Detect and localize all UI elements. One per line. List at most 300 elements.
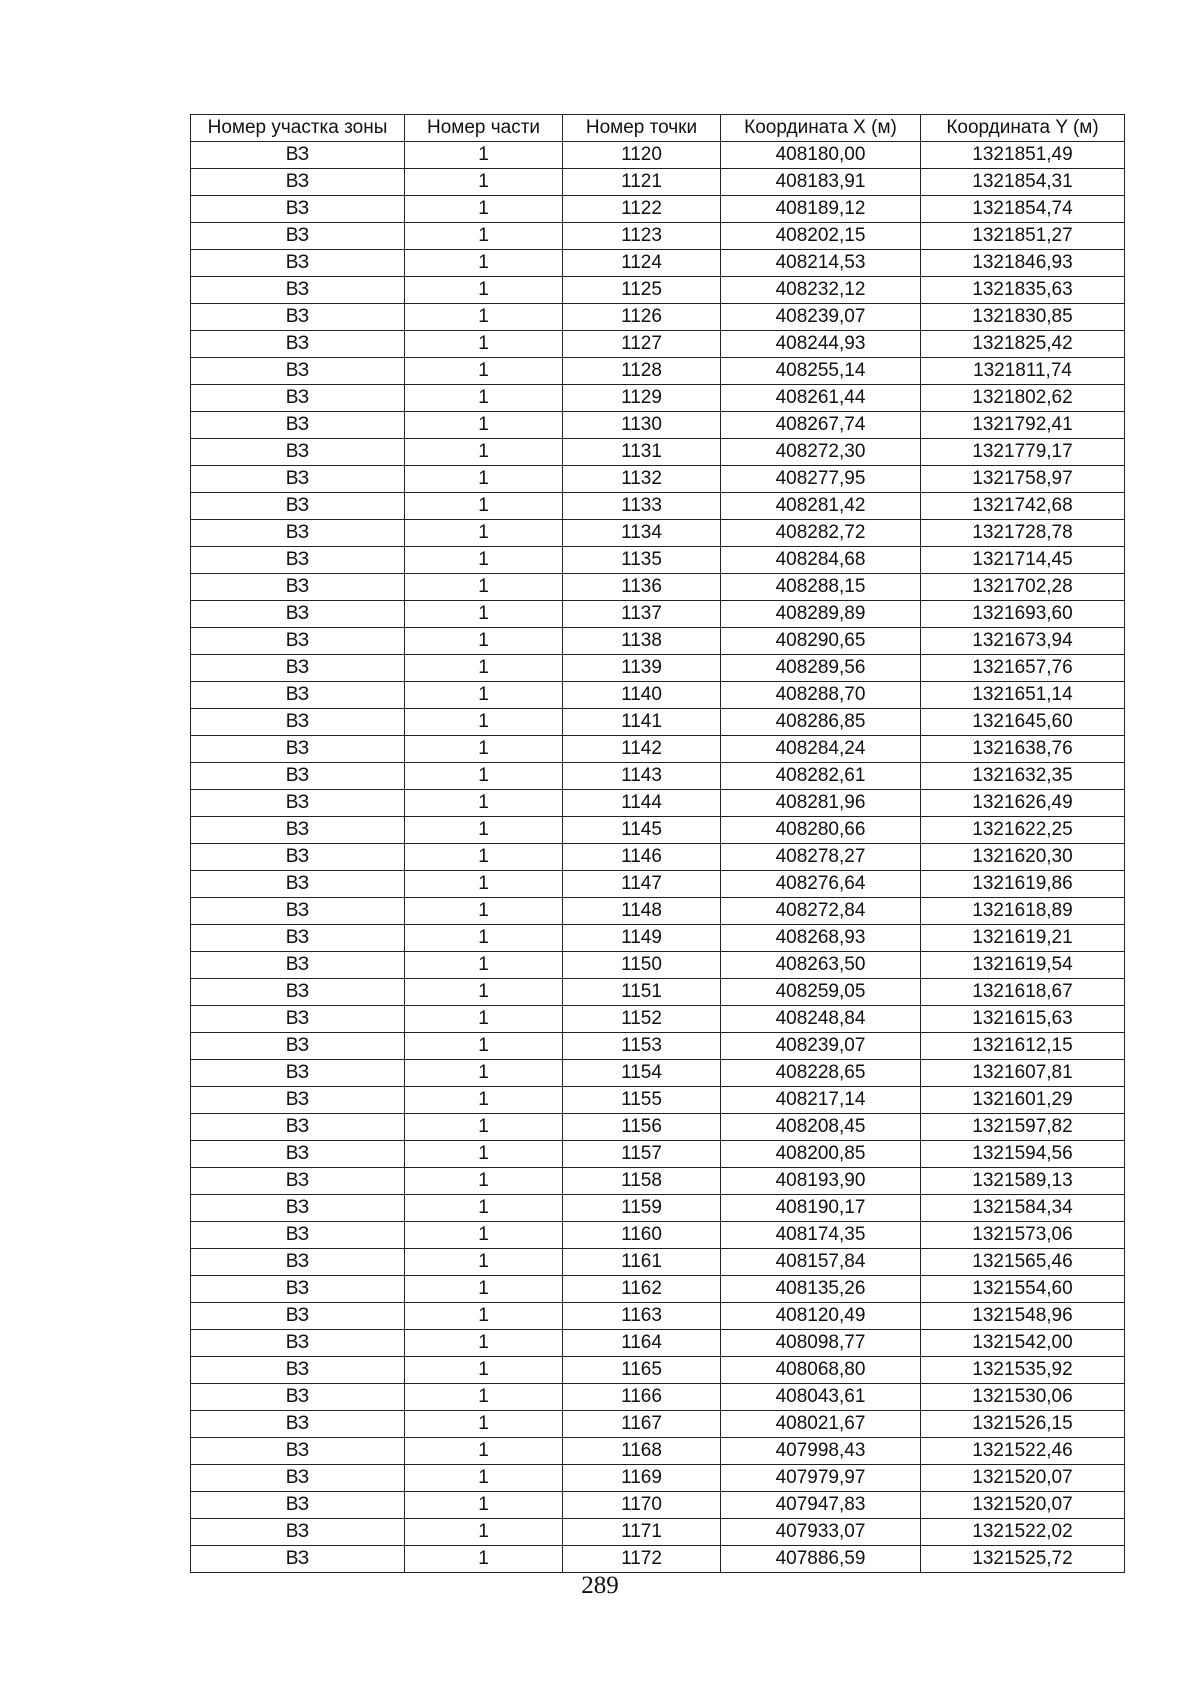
cell-part-number: 1	[405, 1168, 563, 1195]
table-row	[191, 1060, 1125, 1087]
cell-zone-section: ВЗ	[191, 898, 405, 925]
header-part-number: Номер части	[405, 115, 563, 142]
cell-coordinate-x: 408248,84	[721, 1006, 921, 1033]
cell-coordinate-y: 1321618,89	[921, 898, 1125, 925]
cell-coordinate-y: 1321802,62	[921, 385, 1125, 412]
cell-zone-section: ВЗ	[191, 412, 405, 439]
cell-coordinate-x: 408272,30	[721, 439, 921, 466]
cell-zone-section: ВЗ	[191, 763, 405, 790]
cell-part-number: 1	[405, 304, 563, 331]
header-point-number: Номер точки	[563, 115, 721, 142]
table-row	[191, 277, 1125, 304]
table-row	[191, 871, 1125, 898]
cell-coordinate-y: 1321525,72	[921, 1546, 1125, 1573]
cell-part-number: 1	[405, 1195, 563, 1222]
cell-point-number: 1151	[563, 979, 721, 1006]
cell-part-number: 1	[405, 682, 563, 709]
header-zone-section: Номер участка зоны	[191, 115, 405, 142]
table-row	[191, 1033, 1125, 1060]
table-row	[191, 925, 1125, 952]
cell-coordinate-y: 1321854,74	[921, 196, 1125, 223]
cell-zone-section: ВЗ	[191, 277, 405, 304]
cell-point-number: 1144	[563, 790, 721, 817]
cell-zone-section: ВЗ	[191, 439, 405, 466]
cell-part-number: 1	[405, 1492, 563, 1519]
cell-coordinate-x: 408282,72	[721, 520, 921, 547]
cell-coordinate-y: 1321657,76	[921, 655, 1125, 682]
cell-zone-section: ВЗ	[191, 871, 405, 898]
cell-coordinate-y: 1321601,29	[921, 1087, 1125, 1114]
cell-point-number: 1156	[563, 1114, 721, 1141]
table-row	[191, 547, 1125, 574]
cell-coordinate-x: 408021,67	[721, 1411, 921, 1438]
cell-coordinate-y: 1321851,27	[921, 223, 1125, 250]
cell-zone-section: ВЗ	[191, 196, 405, 223]
table-row	[191, 520, 1125, 547]
cell-coordinate-x: 408288,15	[721, 574, 921, 601]
cell-part-number: 1	[405, 790, 563, 817]
table-row	[191, 574, 1125, 601]
cell-part-number: 1	[405, 709, 563, 736]
cell-coordinate-x: 408272,84	[721, 898, 921, 925]
cell-part-number: 1	[405, 331, 563, 358]
cell-coordinate-x: 408289,89	[721, 601, 921, 628]
cell-coordinate-y: 1321742,68	[921, 493, 1125, 520]
cell-part-number: 1	[405, 385, 563, 412]
cell-coordinate-y: 1321638,76	[921, 736, 1125, 763]
cell-part-number: 1	[405, 979, 563, 1006]
cell-coordinate-y: 1321619,86	[921, 871, 1125, 898]
cell-point-number: 1164	[563, 1330, 721, 1357]
cell-coordinate-x: 408208,45	[721, 1114, 921, 1141]
cell-zone-section: ВЗ	[191, 304, 405, 331]
cell-coordinate-x: 408180,00	[721, 142, 921, 169]
cell-zone-section: ВЗ	[191, 1168, 405, 1195]
cell-point-number: 1147	[563, 871, 721, 898]
cell-coordinate-x: 408228,65	[721, 1060, 921, 1087]
cell-coordinate-x: 408068,80	[721, 1357, 921, 1384]
table-body	[191, 142, 1125, 1573]
cell-coordinate-x: 407947,83	[721, 1492, 921, 1519]
cell-part-number: 1	[405, 358, 563, 385]
table-row	[191, 817, 1125, 844]
cell-coordinate-x: 408214,53	[721, 250, 921, 277]
cell-coordinate-x: 408268,93	[721, 925, 921, 952]
cell-part-number: 1	[405, 1384, 563, 1411]
cell-part-number: 1	[405, 277, 563, 304]
table-row	[191, 1141, 1125, 1168]
cell-coordinate-y: 1321651,14	[921, 682, 1125, 709]
table-row	[191, 979, 1125, 1006]
cell-part-number: 1	[405, 574, 563, 601]
cell-coordinate-x: 408239,07	[721, 304, 921, 331]
header-coordinate-x: Координата X (м)	[721, 115, 921, 142]
cell-coordinate-x: 408286,85	[721, 709, 921, 736]
cell-coordinate-x: 408239,07	[721, 1033, 921, 1060]
cell-part-number: 1	[405, 547, 563, 574]
cell-zone-section: ВЗ	[191, 1330, 405, 1357]
cell-coordinate-x: 408217,14	[721, 1087, 921, 1114]
cell-part-number: 1	[405, 844, 563, 871]
cell-coordinate-y: 1321835,63	[921, 277, 1125, 304]
cell-part-number: 1	[405, 898, 563, 925]
cell-zone-section: ВЗ	[191, 1195, 405, 1222]
cell-point-number: 1130	[563, 412, 721, 439]
cell-part-number: 1	[405, 196, 563, 223]
cell-point-number: 1172	[563, 1546, 721, 1573]
cell-part-number: 1	[405, 655, 563, 682]
cell-coordinate-x: 408135,26	[721, 1276, 921, 1303]
cell-zone-section: ВЗ	[191, 1114, 405, 1141]
cell-part-number: 1	[405, 1222, 563, 1249]
cell-zone-section: ВЗ	[191, 520, 405, 547]
cell-coordinate-y: 1321554,60	[921, 1276, 1125, 1303]
cell-point-number: 1124	[563, 250, 721, 277]
cell-coordinate-x: 408174,35	[721, 1222, 921, 1249]
cell-zone-section: ВЗ	[191, 169, 405, 196]
cell-coordinate-x: 408280,66	[721, 817, 921, 844]
cell-part-number: 1	[405, 628, 563, 655]
cell-point-number: 1143	[563, 763, 721, 790]
cell-part-number: 1	[405, 1303, 563, 1330]
cell-coordinate-y: 1321589,13	[921, 1168, 1125, 1195]
cell-coordinate-x: 408259,05	[721, 979, 921, 1006]
table-row	[191, 331, 1125, 358]
cell-point-number: 1123	[563, 223, 721, 250]
table-row	[191, 358, 1125, 385]
cell-coordinate-y: 1321522,02	[921, 1519, 1125, 1546]
table-row	[191, 655, 1125, 682]
table-row	[191, 601, 1125, 628]
table-row	[191, 142, 1125, 169]
cell-zone-section: ВЗ	[191, 1141, 405, 1168]
cell-point-number: 1139	[563, 655, 721, 682]
cell-coordinate-x: 408255,14	[721, 358, 921, 385]
cell-coordinate-x: 408289,56	[721, 655, 921, 682]
cell-coordinate-x: 408261,44	[721, 385, 921, 412]
table-row	[191, 1438, 1125, 1465]
cell-part-number: 1	[405, 1357, 563, 1384]
cell-part-number: 1	[405, 817, 563, 844]
cell-zone-section: ВЗ	[191, 601, 405, 628]
cell-point-number: 1129	[563, 385, 721, 412]
cell-coordinate-y: 1321854,31	[921, 169, 1125, 196]
cell-zone-section: ВЗ	[191, 574, 405, 601]
cell-coordinate-y: 1321612,15	[921, 1033, 1125, 1060]
cell-part-number: 1	[405, 1141, 563, 1168]
page-number: 289	[581, 1572, 619, 1599]
table-row	[191, 1114, 1125, 1141]
cell-coordinate-x: 408284,68	[721, 547, 921, 574]
cell-zone-section: ВЗ	[191, 1438, 405, 1465]
table-row	[191, 763, 1125, 790]
table-row	[191, 1087, 1125, 1114]
table-row	[191, 1195, 1125, 1222]
cell-point-number: 1161	[563, 1249, 721, 1276]
cell-part-number: 1	[405, 1546, 563, 1573]
table-row	[191, 682, 1125, 709]
cell-zone-section: ВЗ	[191, 1357, 405, 1384]
cell-coordinate-x: 408120,49	[721, 1303, 921, 1330]
cell-zone-section: ВЗ	[191, 1519, 405, 1546]
cell-point-number: 1148	[563, 898, 721, 925]
cell-point-number: 1127	[563, 331, 721, 358]
cell-coordinate-x: 408267,74	[721, 412, 921, 439]
coordinates-table	[190, 114, 1125, 1573]
cell-zone-section: ВЗ	[191, 709, 405, 736]
cell-coordinate-y: 1321619,54	[921, 952, 1125, 979]
cell-coordinate-y: 1321758,97	[921, 466, 1125, 493]
cell-point-number: 1163	[563, 1303, 721, 1330]
cell-zone-section: ВЗ	[191, 547, 405, 574]
cell-point-number: 1145	[563, 817, 721, 844]
table-row	[191, 1519, 1125, 1546]
table-header-row	[191, 115, 1125, 142]
table-row	[191, 439, 1125, 466]
cell-zone-section: ВЗ	[191, 952, 405, 979]
cell-coordinate-x: 408244,93	[721, 331, 921, 358]
cell-part-number: 1	[405, 142, 563, 169]
cell-part-number: 1	[405, 1330, 563, 1357]
table-row	[191, 223, 1125, 250]
table-row	[191, 250, 1125, 277]
cell-coordinate-x: 408232,12	[721, 277, 921, 304]
cell-point-number: 1168	[563, 1438, 721, 1465]
table-row	[191, 844, 1125, 871]
cell-zone-section: ВЗ	[191, 655, 405, 682]
cell-coordinate-y: 1321811,74	[921, 358, 1125, 385]
cell-coordinate-y: 1321673,94	[921, 628, 1125, 655]
cell-point-number: 1120	[563, 142, 721, 169]
cell-zone-section: ВЗ	[191, 1465, 405, 1492]
cell-coordinate-y: 1321615,63	[921, 1006, 1125, 1033]
cell-coordinate-y: 1321618,67	[921, 979, 1125, 1006]
cell-coordinate-y: 1321620,30	[921, 844, 1125, 871]
table-row	[191, 1330, 1125, 1357]
cell-coordinate-x: 408183,91	[721, 169, 921, 196]
cell-point-number: 1141	[563, 709, 721, 736]
cell-coordinate-x: 408190,17	[721, 1195, 921, 1222]
table-row	[191, 1465, 1125, 1492]
cell-part-number: 1	[405, 493, 563, 520]
cell-coordinate-x: 407933,07	[721, 1519, 921, 1546]
cell-point-number: 1150	[563, 952, 721, 979]
cell-coordinate-y: 1321520,07	[921, 1492, 1125, 1519]
cell-zone-section: ВЗ	[191, 979, 405, 1006]
cell-point-number: 1131	[563, 439, 721, 466]
cell-coordinate-y: 1321520,07	[921, 1465, 1125, 1492]
cell-point-number: 1134	[563, 520, 721, 547]
cell-point-number: 1133	[563, 493, 721, 520]
cell-part-number: 1	[405, 601, 563, 628]
cell-coordinate-y: 1321846,93	[921, 250, 1125, 277]
cell-coordinate-x: 408277,95	[721, 466, 921, 493]
cell-coordinate-x: 408200,85	[721, 1141, 921, 1168]
cell-part-number: 1	[405, 1087, 563, 1114]
cell-zone-section: ВЗ	[191, 1276, 405, 1303]
cell-point-number: 1152	[563, 1006, 721, 1033]
cell-zone-section: ВЗ	[191, 223, 405, 250]
table-row	[191, 1357, 1125, 1384]
cell-part-number: 1	[405, 1438, 563, 1465]
table-row	[191, 898, 1125, 925]
table-row	[191, 169, 1125, 196]
table-row	[191, 196, 1125, 223]
table-row	[191, 1546, 1125, 1573]
cell-part-number: 1	[405, 250, 563, 277]
cell-coordinate-y: 1321522,46	[921, 1438, 1125, 1465]
cell-point-number: 1167	[563, 1411, 721, 1438]
cell-point-number: 1136	[563, 574, 721, 601]
cell-zone-section: ВЗ	[191, 790, 405, 817]
cell-part-number: 1	[405, 520, 563, 547]
cell-coordinate-x: 408278,27	[721, 844, 921, 871]
table-row	[191, 790, 1125, 817]
cell-part-number: 1	[405, 466, 563, 493]
cell-coordinate-y: 1321626,49	[921, 790, 1125, 817]
cell-zone-section: ВЗ	[191, 1249, 405, 1276]
cell-zone-section: ВЗ	[191, 1033, 405, 1060]
cell-coordinate-x: 408043,61	[721, 1384, 921, 1411]
cell-part-number: 1	[405, 763, 563, 790]
cell-coordinate-y: 1321584,34	[921, 1195, 1125, 1222]
cell-point-number: 1125	[563, 277, 721, 304]
cell-coordinate-x: 407886,59	[721, 1546, 921, 1573]
cell-point-number: 1153	[563, 1033, 721, 1060]
cell-zone-section: ВЗ	[191, 1087, 405, 1114]
cell-zone-section: ВЗ	[191, 925, 405, 952]
table-row	[191, 304, 1125, 331]
cell-coordinate-y: 1321645,60	[921, 709, 1125, 736]
table-row	[191, 1276, 1125, 1303]
cell-point-number: 1166	[563, 1384, 721, 1411]
cell-part-number: 1	[405, 1114, 563, 1141]
cell-part-number: 1	[405, 1276, 563, 1303]
cell-coordinate-y: 1321830,85	[921, 304, 1125, 331]
cell-zone-section: ВЗ	[191, 493, 405, 520]
table-row	[191, 1168, 1125, 1195]
cell-coordinate-y: 1321594,56	[921, 1141, 1125, 1168]
cell-coordinate-y: 1321542,00	[921, 1330, 1125, 1357]
cell-point-number: 1157	[563, 1141, 721, 1168]
cell-coordinate-y: 1321530,06	[921, 1384, 1125, 1411]
cell-part-number: 1	[405, 1006, 563, 1033]
cell-coordinate-x: 408276,64	[721, 871, 921, 898]
cell-part-number: 1	[405, 169, 563, 196]
cell-coordinate-y: 1321779,17	[921, 439, 1125, 466]
cell-point-number: 1165	[563, 1357, 721, 1384]
cell-coordinate-y: 1321607,81	[921, 1060, 1125, 1087]
cell-coordinate-x: 408157,84	[721, 1249, 921, 1276]
cell-zone-section: ВЗ	[191, 142, 405, 169]
cell-coordinate-x: 408189,12	[721, 196, 921, 223]
cell-point-number: 1128	[563, 358, 721, 385]
cell-point-number: 1126	[563, 304, 721, 331]
cell-zone-section: ВЗ	[191, 817, 405, 844]
cell-zone-section: ВЗ	[191, 358, 405, 385]
cell-zone-section: ВЗ	[191, 682, 405, 709]
table-row	[191, 709, 1125, 736]
cell-zone-section: ВЗ	[191, 628, 405, 655]
cell-coordinate-x: 408202,15	[721, 223, 921, 250]
table-row	[191, 1249, 1125, 1276]
cell-coordinate-y: 1321622,25	[921, 817, 1125, 844]
cell-coordinate-y: 1321573,06	[921, 1222, 1125, 1249]
table-row	[191, 736, 1125, 763]
cell-coordinate-y: 1321535,92	[921, 1357, 1125, 1384]
cell-part-number: 1	[405, 439, 563, 466]
cell-point-number: 1162	[563, 1276, 721, 1303]
cell-point-number: 1169	[563, 1465, 721, 1492]
header-coordinate-y: Координата Y (м)	[921, 115, 1125, 142]
table-row	[191, 1006, 1125, 1033]
cell-point-number: 1160	[563, 1222, 721, 1249]
cell-coordinate-y: 1321565,46	[921, 1249, 1125, 1276]
table-row	[191, 1492, 1125, 1519]
cell-part-number: 1	[405, 1519, 563, 1546]
cell-point-number: 1142	[563, 736, 721, 763]
table-row	[191, 493, 1125, 520]
cell-point-number: 1146	[563, 844, 721, 871]
cell-coordinate-x: 408193,90	[721, 1168, 921, 1195]
cell-coordinate-y: 1321825,42	[921, 331, 1125, 358]
cell-coordinate-x: 408281,96	[721, 790, 921, 817]
cell-point-number: 1140	[563, 682, 721, 709]
cell-coordinate-x: 408263,50	[721, 952, 921, 979]
cell-part-number: 1	[405, 1033, 563, 1060]
cell-coordinate-x: 407998,43	[721, 1438, 921, 1465]
cell-part-number: 1	[405, 736, 563, 763]
cell-point-number: 1170	[563, 1492, 721, 1519]
cell-point-number: 1154	[563, 1060, 721, 1087]
cell-point-number: 1132	[563, 466, 721, 493]
cell-coordinate-y: 1321526,15	[921, 1411, 1125, 1438]
cell-part-number: 1	[405, 925, 563, 952]
table-row	[191, 1411, 1125, 1438]
cell-coordinate-y: 1321714,45	[921, 547, 1125, 574]
table-row	[191, 385, 1125, 412]
cell-coordinate-y: 1321851,49	[921, 142, 1125, 169]
table-row	[191, 1222, 1125, 1249]
cell-part-number: 1	[405, 1060, 563, 1087]
cell-point-number: 1155	[563, 1087, 721, 1114]
cell-point-number: 1137	[563, 601, 721, 628]
cell-part-number: 1	[405, 223, 563, 250]
table-row	[191, 466, 1125, 493]
cell-zone-section: ВЗ	[191, 1546, 405, 1573]
cell-coordinate-x: 408290,65	[721, 628, 921, 655]
table-row	[191, 412, 1125, 439]
cell-coordinate-y: 1321693,60	[921, 601, 1125, 628]
cell-zone-section: ВЗ	[191, 1303, 405, 1330]
cell-zone-section: ВЗ	[191, 466, 405, 493]
cell-part-number: 1	[405, 1465, 563, 1492]
cell-part-number: 1	[405, 952, 563, 979]
cell-point-number: 1159	[563, 1195, 721, 1222]
table-row	[191, 1384, 1125, 1411]
cell-zone-section: ВЗ	[191, 250, 405, 277]
cell-coordinate-y: 1321597,82	[921, 1114, 1125, 1141]
cell-coordinate-x: 408098,77	[721, 1330, 921, 1357]
cell-point-number: 1158	[563, 1168, 721, 1195]
cell-point-number: 1121	[563, 169, 721, 196]
cell-zone-section: ВЗ	[191, 1492, 405, 1519]
table-row	[191, 952, 1125, 979]
cell-zone-section: ВЗ	[191, 1384, 405, 1411]
cell-zone-section: ВЗ	[191, 844, 405, 871]
cell-point-number: 1149	[563, 925, 721, 952]
cell-coordinate-x: 408281,42	[721, 493, 921, 520]
